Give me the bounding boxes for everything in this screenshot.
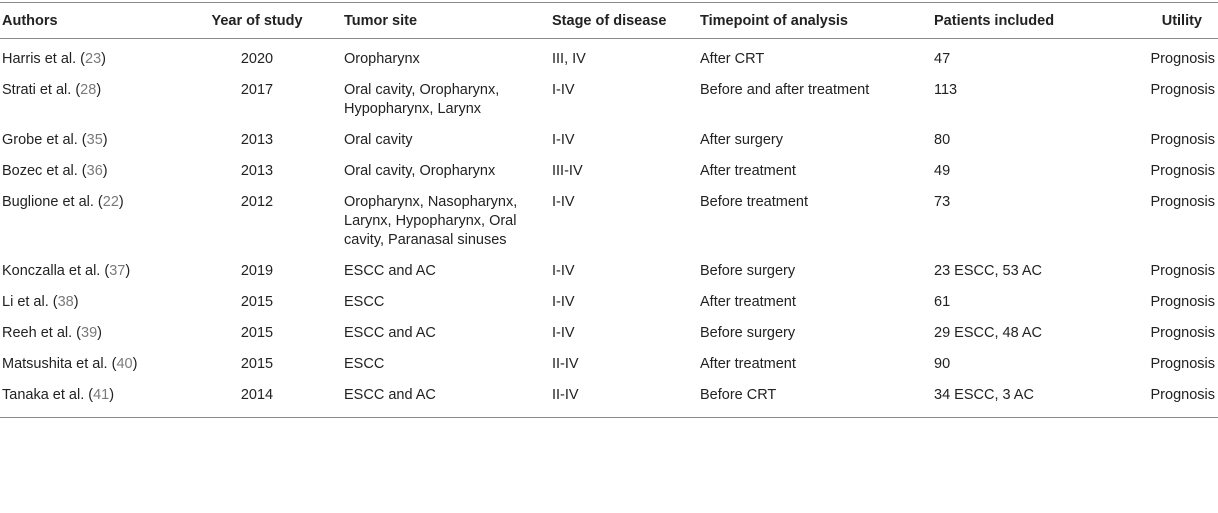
cell-timepoint: After treatment — [700, 294, 796, 310]
author-name: Strati et al. ( — [2, 82, 81, 98]
header-stage: Stage of disease — [552, 13, 667, 29]
cell-authors — [0, 156, 184, 187]
author-name: Bozec et al. ( — [2, 163, 87, 179]
cell-utility: Prognosis — [1150, 51, 1215, 67]
cell-patients: 80 — [934, 132, 951, 148]
header-year: Year of study — [211, 13, 303, 29]
studies-table — [0, 2, 1218, 418]
cell-stage: I-IV — [552, 294, 575, 310]
table-row — [0, 349, 1218, 380]
cell-utility: Prognosis — [1150, 387, 1215, 403]
author-close-paren: ) — [109, 387, 115, 403]
reference-link[interactable]: 40 — [116, 356, 133, 372]
header-tumor-site: Tumor site — [344, 13, 418, 29]
cell-utility: Prognosis — [1150, 194, 1215, 210]
cell-patients: 29 ESCC, 48 AC — [934, 325, 1042, 341]
cell-year: 2020 — [240, 51, 274, 67]
author-close-paren: ) — [125, 263, 131, 279]
cell-stage: I-IV — [552, 194, 575, 210]
cell-authors — [0, 75, 184, 125]
author-name: Reeh et al. ( — [2, 325, 81, 341]
author-name: Konczalla et al. ( — [2, 263, 110, 279]
author-close-paren: ) — [102, 163, 108, 179]
reference-link[interactable]: 23 — [85, 51, 102, 67]
cell-tumor-site: ESCC — [344, 294, 385, 310]
cell-patients: 113 — [934, 82, 958, 98]
author-name: Li et al. ( — [2, 294, 58, 310]
author-name: Matsushita et al. ( — [2, 356, 117, 372]
cell-authors — [0, 349, 184, 380]
author-close-paren: ) — [97, 325, 102, 341]
cell-year: 2012 — [240, 194, 274, 210]
cell-tumor-site: Oral cavity, Oropharynx, Hypopharynx, Larynx — [344, 82, 500, 117]
author-name: Harris et al. ( — [2, 51, 85, 67]
author-close-paren: ) — [96, 82, 102, 98]
table-row — [0, 287, 1218, 318]
cell-patients: 61 — [934, 294, 951, 310]
cell-authors — [0, 256, 184, 287]
cell-year: 2015 — [240, 325, 274, 341]
cell-timepoint: After treatment — [700, 163, 796, 179]
cell-tumor-site: Oropharynx — [344, 51, 420, 67]
header-row — [0, 3, 1218, 39]
cell-timepoint: Before treatment — [700, 194, 808, 210]
reference-link[interactable]: 39 — [81, 325, 98, 341]
cell-stage: III, IV — [552, 51, 586, 67]
header-utility: Utility — [1161, 13, 1202, 29]
cell-tumor-site: ESCC and AC — [344, 263, 436, 279]
cell-utility: Prognosis — [1150, 294, 1215, 310]
cell-year: 2015 — [240, 294, 274, 310]
cell-year: 2014 — [240, 387, 274, 403]
reference-link[interactable]: 38 — [57, 294, 74, 310]
cell-patients: 23 ESCC, 53 AC — [934, 263, 1042, 279]
author-close-paren: ) — [102, 132, 108, 148]
cell-utility: Prognosis — [1150, 356, 1215, 372]
cell-stage: I-IV — [552, 82, 575, 98]
cell-timepoint: Before CRT — [700, 387, 777, 403]
author-close-paren: ) — [73, 294, 79, 310]
reference-link[interactable]: 28 — [80, 82, 97, 98]
header-authors: Authors — [2, 13, 58, 29]
author-close-paren: ) — [132, 356, 138, 372]
author-name: Tanaka et al. ( — [2, 387, 94, 403]
cell-utility: Prognosis — [1150, 163, 1215, 179]
cell-timepoint: After surgery — [700, 132, 783, 148]
cell-authors — [0, 318, 184, 349]
cell-utility: Prognosis — [1150, 325, 1215, 341]
cell-year: 2013 — [240, 163, 274, 179]
cell-authors — [0, 39, 184, 76]
reference-link[interactable]: 35 — [86, 132, 103, 148]
cell-utility: Prognosis — [1150, 263, 1215, 279]
table-row — [0, 380, 1218, 418]
cell-timepoint: Before and after treatment — [700, 82, 870, 98]
table-row — [0, 75, 1218, 125]
table-row — [0, 318, 1218, 349]
cell-utility: Prognosis — [1150, 132, 1215, 148]
table-row — [0, 187, 1218, 256]
cell-utility: Prognosis — [1150, 82, 1215, 98]
table-row — [0, 125, 1218, 156]
table-row — [0, 256, 1218, 287]
author-name: Grobe et al. ( — [2, 132, 87, 148]
table-body — [0, 39, 1218, 418]
cell-year: 2015 — [240, 356, 274, 372]
author-name: Buglione et al. ( — [2, 194, 103, 210]
cell-timepoint: After treatment — [700, 356, 796, 372]
author-close-paren: ) — [101, 51, 106, 67]
header-timepoint: Timepoint of analysis — [700, 13, 848, 29]
cell-authors — [0, 125, 184, 156]
cell-authors — [0, 380, 184, 418]
cell-timepoint: After CRT — [700, 51, 765, 67]
reference-link[interactable]: 37 — [109, 263, 126, 279]
author-close-paren: ) — [118, 194, 124, 210]
table-header — [0, 3, 1218, 39]
cell-tumor-site: Oral cavity — [344, 132, 413, 148]
cell-patients: 34 ESCC, 3 AC — [934, 387, 1034, 403]
cell-tumor-site: ESCC and AC — [344, 387, 436, 403]
cell-stage: II-IV — [552, 387, 579, 403]
header-patients: Patients included — [934, 13, 1055, 29]
cell-patients: 47 — [934, 51, 951, 67]
cell-stage: I-IV — [552, 325, 575, 341]
cell-stage: II-IV — [552, 356, 579, 372]
cell-tumor-site: ESCC — [344, 356, 385, 372]
cell-patients: 49 — [934, 163, 951, 179]
cell-tumor-site: ESCC and AC — [344, 325, 436, 341]
cell-tumor-site: Oropharynx, Nasopharynx, Larynx, Hypopharynx, Oral cavity, Paranasal sinuses — [344, 194, 518, 248]
cell-tumor-site: Oral cavity, Oropharynx — [344, 163, 496, 179]
reference-link[interactable]: 36 — [86, 163, 103, 179]
cell-authors — [0, 287, 184, 318]
cell-stage: I-IV — [552, 132, 575, 148]
cell-year: 2017 — [240, 82, 274, 98]
cell-year: 2013 — [240, 132, 274, 148]
cell-stage: I-IV — [552, 263, 575, 279]
table-row — [0, 39, 1218, 76]
cell-authors — [0, 187, 184, 256]
cell-patients: 73 — [934, 194, 951, 210]
reference-link[interactable]: 41 — [93, 387, 110, 403]
cell-year: 2019 — [240, 263, 274, 279]
reference-link[interactable]: 22 — [102, 194, 119, 210]
table-row — [0, 156, 1218, 187]
cell-timepoint: Before surgery — [700, 325, 796, 341]
cell-patients: 90 — [934, 356, 951, 372]
cell-timepoint: Before surgery — [700, 263, 796, 279]
cell-stage: III-IV — [552, 163, 583, 179]
